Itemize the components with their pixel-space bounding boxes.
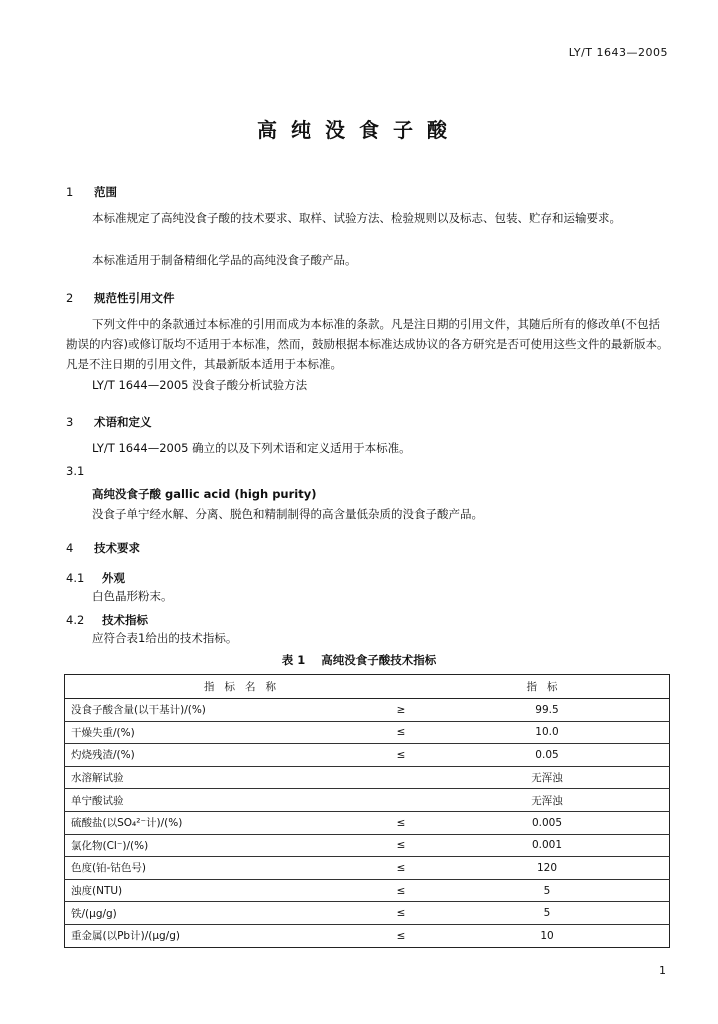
row-operator: ≤ — [377, 857, 425, 880]
section-2-paragraph-1: 下列文件中的条款通过本标准的引用而成为本标准的条款。凡是注日期的引用文件，其随后所有的修改单(不包括勘误的内容)或修订版均不适用于本标准，然而，鼓励根据本标准达成协议的各方研究是否可使用这些文件的最新版本。凡是不注日期的引用文件，其最新版本适用于本标准。 — [66, 317, 669, 371]
standard-number: LY/T 1643—2005 — [568, 46, 668, 59]
row-item-name: 重金属(以Pb计)/(μg/g) — [65, 924, 378, 947]
row-item-name: 浊度(NTU) — [65, 879, 378, 902]
subsection-4-1-number: 4.1 — [66, 571, 85, 585]
row-operator: ≤ — [377, 879, 425, 902]
row-value: 120 — [425, 857, 670, 880]
page-number: 1 — [659, 964, 666, 977]
appearance-text: 白色晶形粉末。 — [92, 589, 173, 603]
technical-spec-text: 应符合表1给出的技术指标。 — [92, 631, 238, 645]
table-row — [65, 857, 670, 880]
table-row — [65, 811, 670, 834]
table-row — [65, 766, 670, 789]
row-value: 无浑浊 — [425, 789, 670, 812]
section-3-number: 3 — [66, 415, 74, 429]
row-value: 99.5 — [425, 699, 670, 722]
subsection-4-2-title: 技术指标 — [102, 613, 148, 627]
header-value: 指标 — [425, 675, 670, 699]
table-label: 表 1 — [281, 653, 306, 667]
row-operator: ≤ — [377, 834, 425, 857]
document-title: 高纯没食子酸 — [257, 118, 461, 142]
row-operator: ≤ — [377, 721, 425, 744]
row-operator — [377, 789, 425, 812]
table-row — [65, 699, 670, 722]
section-1-paragraph-1: 本标准规定了高纯没食子酸的技术要求、取样、试验方法、检验规则以及标志、包装、贮存和运输要求。 — [92, 211, 621, 225]
row-item-name: 干燥失重/(%) — [65, 721, 378, 744]
row-operator: ≥ — [377, 699, 425, 722]
table-row — [65, 721, 670, 744]
technical-index-table — [64, 674, 670, 948]
section-2-heading — [66, 290, 175, 306]
row-item-name: 单宁酸试验 — [65, 789, 378, 812]
section-2-title: 规范性引用文件 — [94, 291, 175, 305]
section-1-number: 1 — [66, 185, 74, 199]
row-item-name: 铁/(μg/g) — [65, 902, 378, 925]
section-2-number: 2 — [66, 291, 74, 305]
row-value: 5 — [425, 902, 670, 925]
section-3-heading — [66, 414, 152, 430]
subsection-4-1-title: 外观 — [102, 571, 125, 585]
subsection-3-1-number: 3.1 — [66, 464, 85, 478]
subsection-4-2-heading — [66, 612, 148, 628]
row-operator: ≤ — [377, 902, 425, 925]
table-row — [65, 744, 670, 767]
section-3-title: 术语和定义 — [94, 415, 152, 429]
table-row — [65, 834, 670, 857]
table-row — [65, 902, 670, 925]
section-1-title: 范围 — [94, 185, 117, 199]
section-4-number: 4 — [66, 541, 74, 555]
row-value: 0.001 — [425, 834, 670, 857]
row-value: 10.0 — [425, 721, 670, 744]
section-2-reference: LY/T 1644—2005 没食子酸分析试验方法 — [92, 378, 308, 392]
row-item-name: 硫酸盐(以SO₄²⁻计)/(%) — [65, 811, 378, 834]
row-value: 10 — [425, 924, 670, 947]
row-operator — [377, 766, 425, 789]
row-value: 0.005 — [425, 811, 670, 834]
section-4-title: 技术要求 — [94, 541, 140, 555]
row-item-name: 氯化物(Cl⁻)/(%) — [65, 834, 378, 857]
section-1-heading — [66, 184, 117, 200]
row-item-name: 水溶解试验 — [65, 766, 378, 789]
term-definition: 没食子单宁经水解、分离、脱色和精制制得的高含量低杂质的没食子酸产品。 — [92, 507, 483, 521]
row-value: 无浑浊 — [425, 766, 670, 789]
table-caption — [0, 652, 718, 668]
subsection-4-2-number: 4.2 — [66, 613, 85, 627]
row-operator: ≤ — [377, 811, 425, 834]
table-row — [65, 879, 670, 902]
section-3-paragraph-1: LY/T 1644—2005 确立的以及下列术语和定义适用于本标准。 — [92, 441, 411, 455]
row-operator: ≤ — [377, 744, 425, 767]
table-row — [65, 789, 670, 812]
row-operator: ≤ — [377, 924, 425, 947]
table-caption-text: 高纯没食子酸技术指标 — [321, 653, 437, 667]
subsection-4-1-heading — [66, 570, 125, 586]
row-value: 5 — [425, 879, 670, 902]
row-item-name: 灼烧残渣/(%) — [65, 744, 378, 767]
section-1-paragraph-2: 本标准适用于制备精细化学品的高纯没食子酸产品。 — [92, 253, 357, 267]
row-item-name: 没食子酸含量(以干基计)/(%) — [65, 699, 378, 722]
header-item-name: 指标名称 — [65, 675, 426, 699]
row-value: 0.05 — [425, 744, 670, 767]
table-header-row — [65, 675, 670, 699]
section-4-heading — [66, 540, 140, 556]
term-heading: 高纯没食子酸 gallic acid (high purity) — [92, 487, 317, 501]
row-item-name: 色度(铂-钴色号) — [65, 857, 378, 880]
table-row — [65, 924, 670, 947]
